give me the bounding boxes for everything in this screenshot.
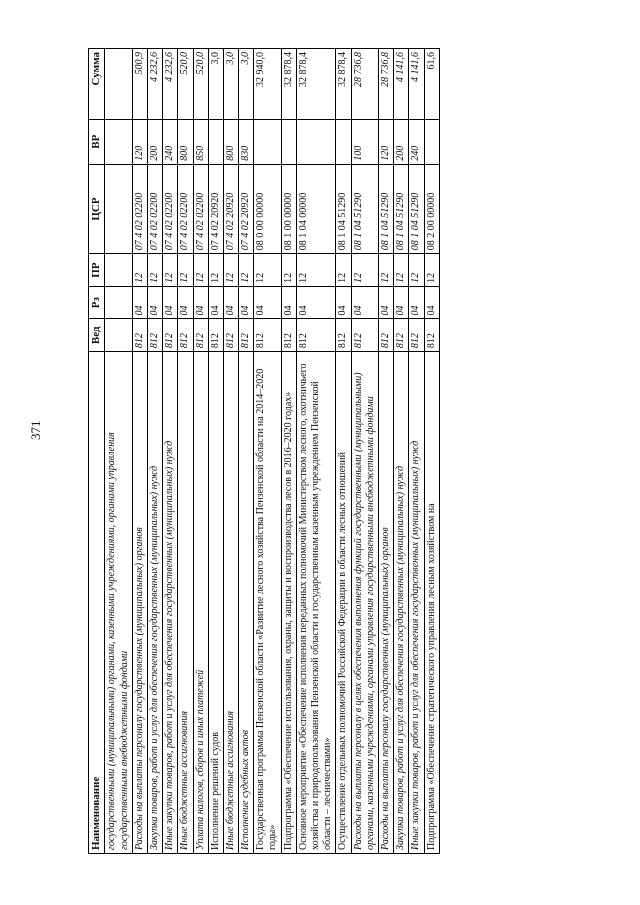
cell-name: Основное мероприятие «Обеспечение исполнения переданных полномочий Министерством лесного, охотничьего хозяйства и природопользования Пензенской области и государственным казенным учреждением Пензенской области – лесничествами» — [296, 352, 336, 854]
cell-name: государственными (муниципальными) органами, казенными учреждениями, органами управления государственными внебюджетными фондами — [105, 352, 132, 854]
cell-pr: 12 — [163, 254, 178, 287]
cell-pr — [105, 254, 132, 287]
cell-sum — [105, 49, 132, 120]
table-row — [394, 49, 409, 854]
cell-sum: 4 141,6 — [409, 49, 424, 120]
cell-name: Иные закупки товаров, работ и услуг для обеспечения государственных (муниципальных) нужд — [409, 352, 424, 854]
cell-ved: 812 — [409, 319, 424, 352]
table-row — [193, 49, 208, 854]
cell-pr: 12 — [336, 254, 351, 287]
cell-rz: 04 — [193, 286, 208, 319]
cell-name: Расходы на выплаты персоналу в целях обеспечения выполнения функций государственными (муниципальными) органами, казенными учреждениями, органами управления государственными внебюджетными фондами — [351, 352, 378, 854]
cell-pr: 12 — [208, 254, 223, 287]
cell-ved: 812 — [394, 319, 409, 352]
cell-sum: 28 736,8 — [378, 49, 393, 120]
table-row — [296, 49, 336, 854]
cell-pr: 12 — [281, 254, 296, 287]
cell-csr: 07 4 02 02200 — [147, 164, 162, 253]
cell-csr — [105, 164, 132, 253]
table-row — [424, 49, 439, 854]
table-row — [223, 49, 238, 854]
cell-vr — [424, 119, 439, 164]
cell-sum: 3,0 — [223, 49, 238, 120]
table-row — [105, 49, 132, 854]
cell-vr: 100 — [351, 119, 378, 164]
cell-name: Исполнение судебных актов — [239, 352, 254, 854]
cell-name: Закупка товаров, работ и услуг для обеспечения государственных (муниципальных) нужд — [147, 352, 162, 854]
table-body — [105, 49, 439, 854]
cell-pr: 12 — [351, 254, 378, 287]
header-name: Наименование — [89, 352, 105, 854]
header-pr: ПР — [89, 254, 105, 287]
table-row — [163, 49, 178, 854]
cell-vr: 800 — [223, 119, 238, 164]
cell-rz: 04 — [409, 286, 424, 319]
cell-csr: 08 1 04 51290 — [394, 164, 409, 253]
cell-pr: 12 — [378, 254, 393, 287]
cell-sum: 4 141,6 — [394, 49, 409, 120]
cell-ved: 812 — [378, 319, 393, 352]
cell-csr: 07 4 02 20920 — [208, 164, 223, 253]
header-rz: Рз — [89, 286, 105, 319]
table-row — [254, 49, 281, 854]
cell-name: Иные закупки товаров, работ и услуг для обеспечения государственных (муниципальных) нужд — [163, 352, 178, 854]
cell-rz: 04 — [394, 286, 409, 319]
cell-ved: 812 — [163, 319, 178, 352]
cell-csr: 07 4 02 20920 — [223, 164, 238, 253]
cell-vr: 850 — [193, 119, 208, 164]
table-row — [178, 49, 193, 854]
cell-name: Подпрограмма «Обеспечение стратегического управления лесным хозяйством на — [424, 352, 439, 854]
cell-rz: 04 — [254, 286, 281, 319]
cell-rz: 04 — [178, 286, 193, 319]
cell-sum: 61,6 — [424, 49, 439, 120]
cell-rz: 04 — [223, 286, 238, 319]
cell-csr: 07 4 02 02200 — [178, 164, 193, 253]
cell-vr — [208, 119, 223, 164]
cell-name: Государственная программа Пензенской области «Развитие лесного хозяйства Пензенской области на 2014–2020 годы» — [254, 352, 281, 854]
cell-name: Закупка товаров, работ и услуг для обеспечения государственных (муниципальных) нужд — [394, 352, 409, 854]
cell-pr: 12 — [147, 254, 162, 287]
cell-name: Исполнение решений судов — [208, 352, 223, 854]
table-row — [208, 49, 223, 854]
cell-ved: 812 — [296, 319, 336, 352]
cell-rz: 04 — [163, 286, 178, 319]
cell-name: Иные бюджетные ассигнования — [223, 352, 238, 854]
table-row — [281, 49, 296, 854]
cell-vr: 240 — [409, 119, 424, 164]
cell-sum: 32 878,4 — [296, 49, 336, 120]
header-sum: Сумма — [89, 49, 105, 120]
table-row — [351, 49, 378, 854]
cell-sum: 4 232,6 — [147, 49, 162, 120]
cell-pr: 12 — [424, 254, 439, 287]
cell-pr: 12 — [132, 254, 147, 287]
cell-vr — [254, 119, 281, 164]
cell-sum: 500,9 — [132, 49, 147, 120]
cell-rz: 04 — [296, 286, 336, 319]
cell-csr: 07 4 02 02200 — [193, 164, 208, 253]
cell-ved: 812 — [351, 319, 378, 352]
cell-rz: 04 — [378, 286, 393, 319]
cell-sum: 520,0 — [193, 49, 208, 120]
cell-name: Иные бюджетные ассигнования — [178, 352, 193, 854]
cell-ved: 812 — [336, 319, 351, 352]
cell-rz: 04 — [281, 286, 296, 319]
cell-csr: 08 1 04 51290 — [378, 164, 393, 253]
cell-pr: 12 — [239, 254, 254, 287]
header-ved: Вед — [89, 319, 105, 352]
cell-vr — [336, 119, 351, 164]
table-row — [336, 49, 351, 854]
cell-pr: 12 — [223, 254, 238, 287]
cell-sum: 4 232,6 — [163, 49, 178, 120]
cell-sum: 32 878,4 — [281, 49, 296, 120]
cell-pr: 12 — [254, 254, 281, 287]
rotated-table-container — [88, 48, 440, 854]
cell-pr: 12 — [409, 254, 424, 287]
cell-vr: 200 — [394, 119, 409, 164]
cell-rz: 04 — [239, 286, 254, 319]
cell-csr: 08 1 04 00000 — [296, 164, 336, 253]
cell-ved — [105, 319, 132, 352]
cell-csr: 07 4 02 02200 — [163, 164, 178, 253]
header-csr: ЦСР — [89, 164, 105, 253]
cell-csr: 08 1 04 51290 — [336, 164, 351, 253]
cell-rz: 04 — [208, 286, 223, 319]
table-row — [132, 49, 147, 854]
cell-csr: 08 1 04 51290 — [409, 164, 424, 253]
cell-csr: 08 1 00 00000 — [281, 164, 296, 253]
cell-rz: 04 — [336, 286, 351, 319]
cell-ved: 812 — [223, 319, 238, 352]
cell-pr: 12 — [178, 254, 193, 287]
cell-rz — [105, 286, 132, 319]
cell-pr: 12 — [394, 254, 409, 287]
cell-pr: 12 — [193, 254, 208, 287]
table-row — [409, 49, 424, 854]
page-number: 371 — [28, 420, 43, 440]
cell-rz: 04 — [132, 286, 147, 319]
table-row — [239, 49, 254, 854]
cell-vr — [105, 119, 132, 164]
cell-vr — [281, 119, 296, 164]
cell-name: Подпрограмма «Обеспечение использования, охраны, защиты и воспроизводства лесов в 2016–2020 годах» — [281, 352, 296, 854]
cell-sum: 3,0 — [239, 49, 254, 120]
cell-vr: 120 — [378, 119, 393, 164]
cell-sum: 32 878,4 — [336, 49, 351, 120]
cell-sum: 3,0 — [208, 49, 223, 120]
cell-ved: 812 — [178, 319, 193, 352]
cell-vr: 240 — [163, 119, 178, 164]
cell-rz: 04 — [147, 286, 162, 319]
cell-pr: 12 — [296, 254, 336, 287]
cell-csr: 07 4 02 20920 — [239, 164, 254, 253]
cell-csr: 08 0 00 00000 — [254, 164, 281, 253]
cell-ved: 812 — [147, 319, 162, 352]
budget-table — [88, 48, 440, 854]
table-header-row — [89, 49, 105, 854]
cell-ved: 812 — [254, 319, 281, 352]
cell-ved: 812 — [132, 319, 147, 352]
cell-sum: 520,0 — [178, 49, 193, 120]
cell-ved: 812 — [239, 319, 254, 352]
cell-name: Расходы на выплаты персоналу государственных (муниципальных) органов — [132, 352, 147, 854]
table-row — [147, 49, 162, 854]
cell-vr: 120 — [132, 119, 147, 164]
cell-ved: 812 — [193, 319, 208, 352]
cell-name: Осуществление отдельных полномочий Российской Федерации в области лесных отношений — [336, 352, 351, 854]
cell-sum: 32 940,0 — [254, 49, 281, 120]
cell-ved: 812 — [424, 319, 439, 352]
header-vr: ВР — [89, 119, 105, 164]
cell-vr: 800 — [178, 119, 193, 164]
cell-name: Уплата налогов, сборов и иных платежей — [193, 352, 208, 854]
cell-rz: 04 — [351, 286, 378, 319]
cell-name: Расходы на выплаты персоналу государственных (муниципальных) органов — [378, 352, 393, 854]
cell-csr: 07 4 02 02200 — [132, 164, 147, 253]
cell-vr: 830 — [239, 119, 254, 164]
cell-vr — [296, 119, 336, 164]
table-row — [378, 49, 393, 854]
cell-csr: 08 2 00 00000 — [424, 164, 439, 253]
cell-ved: 812 — [208, 319, 223, 352]
cell-vr: 200 — [147, 119, 162, 164]
cell-csr: 08 1 04 51290 — [351, 164, 378, 253]
cell-ved: 812 — [281, 319, 296, 352]
cell-sum: 28 736,8 — [351, 49, 378, 120]
cell-rz: 04 — [424, 286, 439, 319]
